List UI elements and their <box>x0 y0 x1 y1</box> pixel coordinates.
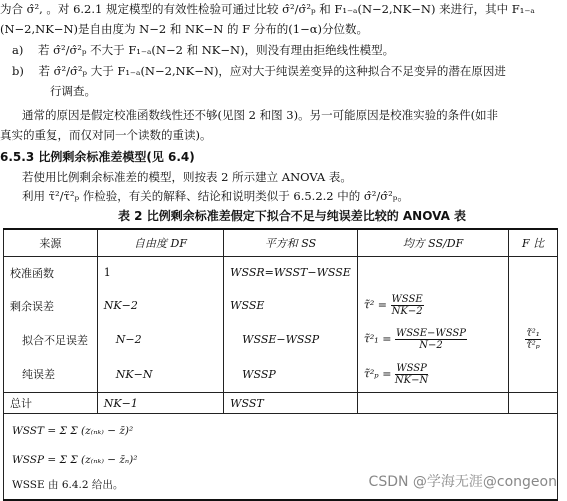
ms-denominator: NK−N <box>394 374 429 386</box>
ms-lhs: τ̃²₁ = <box>363 332 392 346</box>
ms-fraction <box>395 328 467 351</box>
table-row <box>4 323 558 357</box>
cell-source: 纯误差 <box>4 357 98 393</box>
list-item-a <box>12 43 394 58</box>
ms-fraction <box>395 363 428 386</box>
note-wssp: WSSP = Σ Σ (z₍ₙₖ₎ − z̄ₙ)² <box>12 454 138 466</box>
cell-ss: WSSE <box>224 289 358 323</box>
f-denominator: τ̃²ₚ <box>526 340 540 351</box>
column-header: 平方和 SS <box>224 229 358 257</box>
column-header: 自由度 DF <box>97 229 223 257</box>
f-numerator: τ̃²₁ <box>526 328 540 339</box>
list-text: 若 σ̂²/σ̂²ₚ 不大于 F₁₋ₐ(N−2 和 NK−N)，则没有理由拒绝线性模型。 <box>37 43 395 57</box>
column-header: 均方 SS/DF <box>357 229 508 257</box>
paragraph-line: 利用 τ̃²/τ̃²ₚ 作检验，有关的解释、结论和说明类似于 6.5.2.2 中的 σ̂²/σ̂²ₚ。 <box>22 189 409 203</box>
section-heading: 6.5.3 比例剩余标准差模型(见 6.4) <box>0 150 195 164</box>
watermark: CSDN @学海无涯@congeon <box>368 474 557 490</box>
ms-denominator: N−2 <box>419 340 443 351</box>
f-ratio <box>525 328 541 351</box>
note-wsse: WSSE 由 6.4.2 给出。 <box>12 479 124 491</box>
list-label: b) <box>12 64 24 78</box>
ms-numerator: WSSE <box>391 294 423 305</box>
cell-ss: WSSE−WSSP <box>224 323 358 357</box>
table-row <box>4 257 558 289</box>
cell-df: NK−1 <box>97 393 223 414</box>
paragraph-line: 若使用比例剩余标准差的模型，则按表 2 所示建立 ANOVA 表。 <box>22 170 352 184</box>
paragraph-line: (N−2,NK−N)是自由度为 N−2 和 NK−N 的 F 分布的(1−α)分位数。 <box>0 22 368 36</box>
note-wsst: WSST = Σ Σ (z₍ₙₖ₎ − z̄)² <box>12 425 134 437</box>
cell-ms <box>357 357 508 393</box>
ms-numerator: WSSP <box>396 362 427 374</box>
cell-ms <box>357 323 508 357</box>
ms-numerator: WSSE−WSSP <box>395 328 466 339</box>
cell-source: 拟合不足误差 <box>4 323 98 357</box>
cell-ms <box>357 257 508 289</box>
list-label: a) <box>12 43 24 57</box>
cell-df: N−2 <box>97 323 223 357</box>
cell-f <box>509 257 558 289</box>
paragraph-line: 为合 σ̂², 。对 6.2.1 规定模型的有效性检验可通过比较 σ̂²/σ̂²ₚ 和 F₁₋ₐ(N−2,NK−N) 来进行，其中 F₁₋ₐ <box>0 2 535 16</box>
cell-f <box>509 323 558 357</box>
cell-ss: WSSP <box>224 357 358 393</box>
ms-lhs: τ̃² = <box>363 298 388 312</box>
ms-denominator: NK−2 <box>391 306 423 317</box>
table-header-row <box>4 229 558 257</box>
ms-fraction <box>391 294 424 317</box>
cell-source: 剩余误差 <box>4 289 98 323</box>
table-row-total <box>4 393 558 414</box>
cell-source: 校准函数 <box>4 257 98 289</box>
anova-table <box>3 228 558 501</box>
cell-ss: WSSR=WSST−WSSE <box>224 257 358 289</box>
column-header: F 比 <box>509 229 558 257</box>
paragraph-line: 通常的原因是假定校准函数线性还不够(见图 2 和图 3)。另一可能原因是校准实验的条件(如非 <box>22 108 499 122</box>
cell-f <box>509 357 558 393</box>
list-text: 若 σ̂²/σ̂²ₚ 大于 F₁₋ₐ(N−2,NK−N)，应对大于纯误差变异的这种拟合不足变异的潜在原因进 <box>38 64 506 78</box>
ms-lhs: τ̃²ₚ = <box>363 367 392 381</box>
paragraph-line: 真实的重复，而仅对同一个读数的重读)。 <box>0 128 212 142</box>
cell-ms <box>357 289 508 323</box>
column-header: 来源 <box>4 229 98 257</box>
cell-ss: WSST <box>224 393 358 414</box>
cell-df: NK−N <box>97 357 223 393</box>
list-text-cont: 行调查。 <box>50 84 96 98</box>
cell-df: NK−2 <box>97 289 223 323</box>
cell-f <box>509 393 558 414</box>
cell-f <box>509 289 558 323</box>
list-item-b <box>12 64 506 79</box>
cell-source: 总计 <box>4 393 98 414</box>
table-row <box>4 289 558 323</box>
table-row <box>4 357 558 393</box>
table-caption: 表 2 比例剩余标准差假定下拟合不足与纯误差比较的 ANOVA 表 <box>118 209 467 223</box>
cell-ms <box>357 393 508 414</box>
cell-df: 1 <box>97 257 223 289</box>
